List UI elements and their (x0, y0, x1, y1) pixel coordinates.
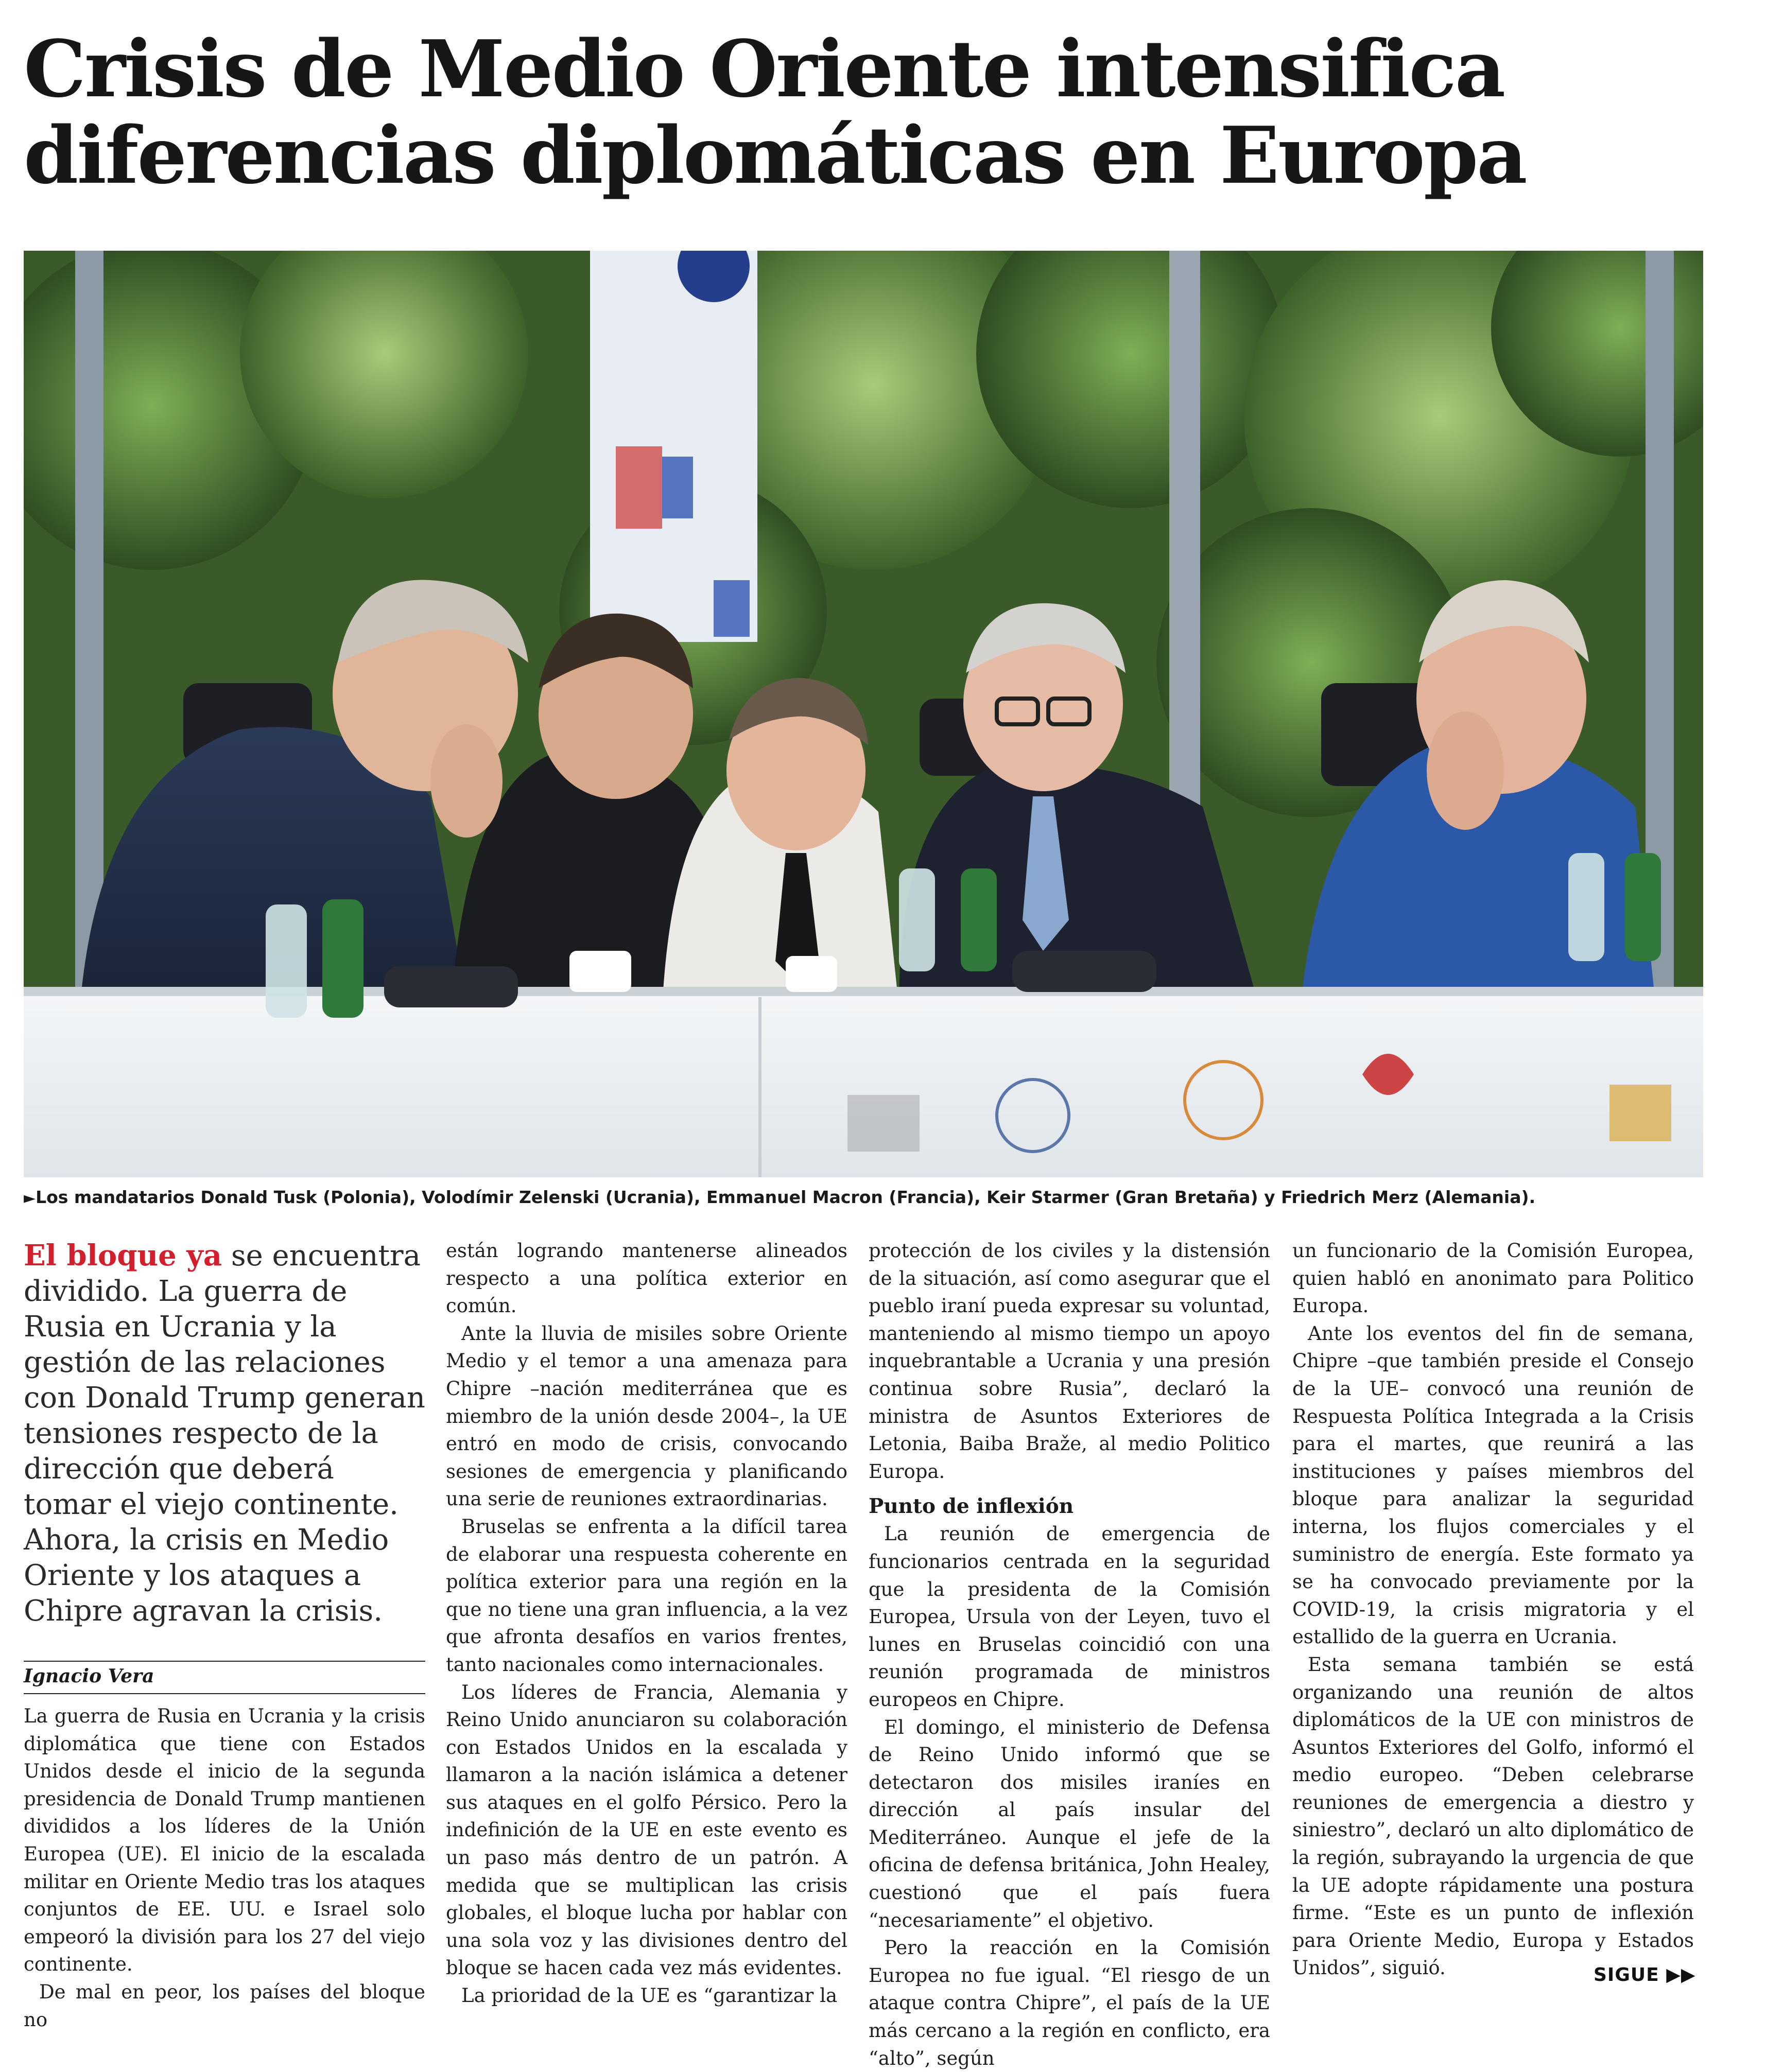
body-paragraph: Esta semana también se está organizando una reunión de altos diplomáticos de la UE con ministros de Asuntos Exteriores del Golfo, informó el medio europeo. “Deben celebrarse reuniones de emergencia a diestro y siniestro”, declaró un alto diplomático de la región, subrayando la urgencia de que la UE adopte rápidamente una postura firme. “Este es un punto de inflexión para Oriente Medio, Europa y Estados Unidos”, siguió. (1292, 1653, 1694, 1979)
body-paragraph: Bruselas se enfrenta a la difícil tarea de elaborar una respuesta coherente en política exterior para una región en la que no tiene una gran influencia, a la vez que afronta desafíos en varios frentes, tanto nacionales como internacionales. (446, 1515, 847, 1676)
body-paragraph: La prioridad de la UE es “garantizar la (461, 1984, 838, 2007)
headline-line-1: Crisis de Medio Oriente intensifica (24, 23, 1504, 115)
body-paragraph: protección de los civiles y la distensión de la situación, así como asegurar que el pueblo iraní pueda expresar su voluntad, manteniendo al mismo tiempo un apoyo inquebrantable a Ucrania y una presión continua sobre Rusia”, declaró la ministra de Asuntos Exteriores de Letonia, Baiba Braže, al medio Politico Europa. (869, 1240, 1270, 1483)
byline-rule-top (24, 1661, 425, 1662)
body-paragraph: El domingo, el ministerio de Defensa de Reino Unido informó que se detectaron dos misiles iraníes en dirección al país insular del Mediterráneo. Aunque el jefe de la oficina de defensa británica, John Healey, cuestionó que el país fuera “necesariamente” el objetivo. (869, 1716, 1270, 1931)
body-paragraph: La reunión de emergencia de funcionarios centrada en la seguridad que la presidenta de la Comisión Europea, Ursula von der Leyen, tuvo el lunes en Bruselas coincidió con una reunión programada de ministros europeos en Chipre. (869, 1523, 1270, 1711)
byline-rule-bottom (24, 1693, 425, 1694)
body-column-4 (1292, 1237, 1694, 1982)
body-column-2 (446, 1237, 847, 2010)
lead-photo (24, 251, 1703, 1177)
continue-label: SIGUE ▶▶ (1594, 1964, 1696, 1986)
lead-paragraph (24, 1238, 425, 1629)
caption-marker-icon: ► (24, 1189, 36, 1207)
lead-text: se encuentra dividido. La guerra de Rusia en Ucrania y la gestión de las relaciones con Donald Trump generan tensiones respecto de la dirección que deberá tomar el viejo continente. Ahora, la crisis en Medio Oriente y los ataques a Chipre agravan la crisis. (24, 1239, 425, 1628)
body-paragraph: De mal en peor, los países del bloque no (24, 1980, 425, 2031)
body-paragraph: Los líderes de Francia, Alemania y Reino Unido anunciaron su colaboración con Estados Unidos en la escalada y llamaron a la nación islámica a detener sus ataques en el golfo Pérsico. Pero la indefinición de la UE en este evento es un paso más dentro de un patrón. A medida que se multiplican las crisis globales, el bloque lucha por hablar con una sola voz y las divisiones dentro del bloque se hacen cada vez más evidentes. (446, 1681, 847, 1979)
body-paragraph: están logrando mantenerse alineados respecto a una política exterior en común. (446, 1240, 847, 1317)
headline-line-2: diferencias diplomáticas en Europa (24, 109, 1526, 201)
caption-text: Los mandatarios Donald Tusk (Polonia), Volodímir Zelenski (Ucrania), Emmanuel Macron (Francia), Keir Starmer (Gran Bretaña) y Friedrich Merz (Alemania). (36, 1187, 1536, 1207)
body-paragraph: La guerra de Rusia en Ucrania y la crisis diplomática que tiene con Estados Unidos desde el inicio de la segunda presidencia de Donald Trump mantienen divididos a los líderes de la Unión Europea (UE). El inicio de la escalada militar en Oriente Medio tras los ataques conjuntos de EE. UU. e Israel solo empeoró la división para los 27 del viejo continente. (24, 1705, 425, 1976)
body-column-3 (869, 1237, 1270, 2072)
headline (24, 23, 1568, 201)
body-paragraph: Pero la reacción en la Comisión Europea no fue igual. “El riesgo de un ataque contra Chipre”, el país de la UE más cercano a la región en conflicto, era “alto”, según (869, 1937, 1270, 2069)
byline: Ignacio Vera (24, 1665, 154, 1687)
lead-kicker: El bloque ya (24, 1239, 222, 1273)
subheading: Punto de inflexión (869, 1494, 1074, 1519)
body-paragraph: un funcionario de la Comisión Europea, quien habló en anonimato para Politico Europa. (1292, 1240, 1694, 1317)
body-column-1 (24, 1702, 425, 2033)
body-paragraph: Ante los eventos del fin de semana, Chipre –que también preside el Consejo de la UE– convocó una reunión de Respuesta Política Integrada a la Crisis para el martes, que reunirá a las instituciones y países miembros del bloque para analizar la seguridad interna, los flujos comerciales y el suministro de energía. Este formato ya se ha convocado previamente por la COVID-19, la crisis migratoria y el estallido de la guerra en Ucrania. (1292, 1322, 1694, 1648)
body-paragraph: Ante la lluvia de misiles sobre Oriente Medio y el temor a una amenaza para Chipre –nación mediterránea que es miembro de la unión desde 2004–, la UE entró en modo de crisis, convocando sesiones de emergencia y planificando una serie de reuniones extraordinarias. (446, 1322, 847, 1510)
photo-caption (24, 1186, 1723, 1210)
